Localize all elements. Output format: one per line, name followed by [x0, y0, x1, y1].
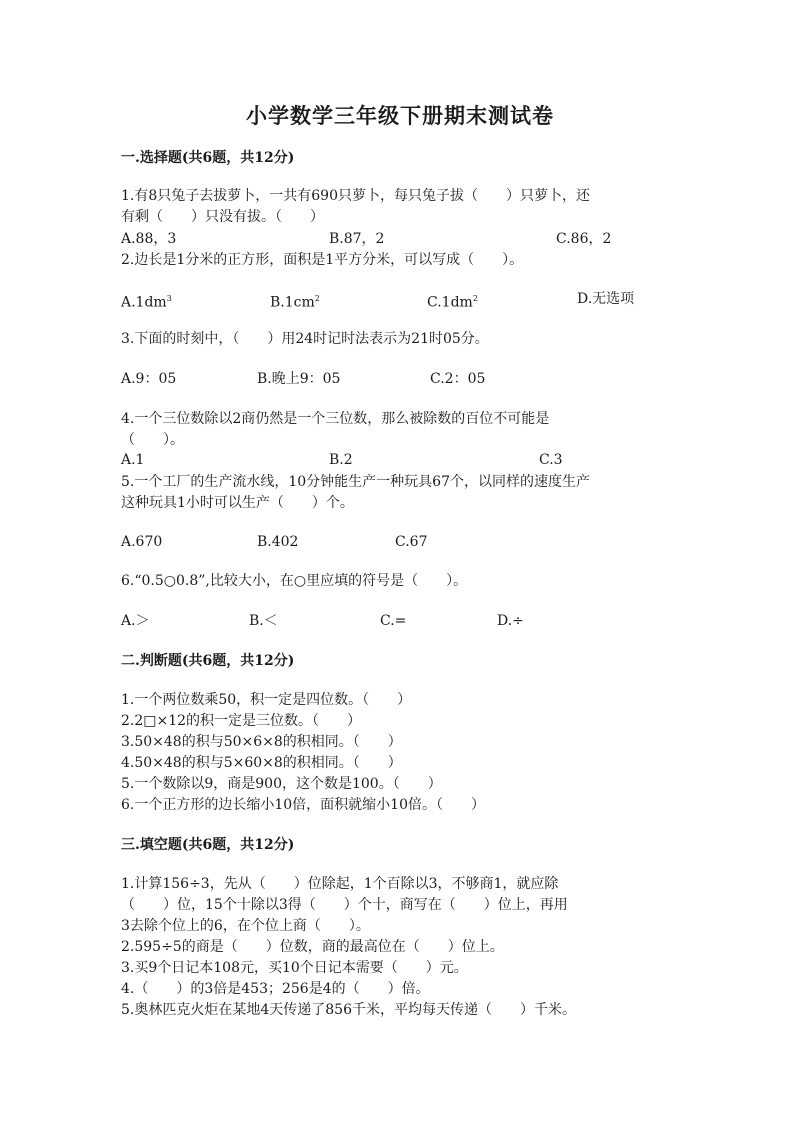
- q3-option-a: A.9：05: [121, 371, 177, 387]
- fill-line-1: 1.计算156÷3，先从（ ）位除起，1个百除以3，不够商1，就应除: [121, 876, 559, 892]
- judge-item-6: 6.一个正方形的边长缩小10倍，面积就缩小10倍。（ ）: [121, 797, 485, 813]
- q2-option-c: $C.1dm^2$: [427, 294, 478, 311]
- judge-item-2: 2.2□×12的积一定是三位数。（ ）: [121, 713, 362, 729]
- q1-option-a: A.88，3: [121, 231, 177, 247]
- section-3-heading: 三.填空题(共6题，共12分): [121, 837, 295, 853]
- q4-line-1: 4.一个三位数除以2商仍然是一个三位数，那么被除数的百位不可能是: [121, 411, 550, 427]
- q4-option-b: B.2: [329, 452, 353, 468]
- judge-item-3: 3.50×48的积与50×6×8的积相同。（ ）: [121, 734, 402, 750]
- q5-option-b: B.402: [257, 534, 299, 550]
- fill-line-7: 5.奥林匹克火炬在某地4天传递了856千米，平均每天传递（ ）千米。: [121, 1002, 576, 1018]
- q4-option-a: A.1: [121, 452, 145, 468]
- fill-line-2: （ ）位，15个十除以3得（ ）个十，商写在（ ）位上，再用: [121, 897, 568, 913]
- q4-option-c: C.3: [539, 452, 563, 468]
- q2-option-a: $A.1dm^3$: [121, 294, 172, 311]
- fill-line-4: 2.595÷5的商是（ ）位数，商的最高位在（ ）位上。: [121, 939, 504, 955]
- fill-line-6: 4.（ ）的3倍是453；256是4的（ ）倍。: [121, 981, 430, 997]
- q6-option-c: C.=: [380, 613, 407, 629]
- q1-option-b: B.87，2: [329, 231, 385, 247]
- judge-item-5: 5.一个数除以9，商是900，这个数是100。（ ）: [121, 776, 442, 792]
- q6-option-b: B.＜: [249, 613, 278, 629]
- q6-line-1: 6.“0.5○0.8”,比较大小，在○里应填的符号是（ ）。: [121, 573, 468, 589]
- q1-line-2: 有剩（ ）只没有拔。（ ）: [121, 209, 324, 225]
- q3-option-b: B.晚上9：05: [257, 371, 341, 387]
- fill-line-3: 3去除个位上的6，在个位上商（ ）。: [121, 918, 370, 934]
- q6-option-a: A.＞: [121, 613, 150, 629]
- q3-option-c: C.2：05: [430, 371, 486, 387]
- q5-option-c: C.67: [395, 534, 428, 550]
- section-2-heading: 二.判断题(共6题，共12分): [121, 653, 295, 669]
- q2-option-b: $B.1cm^2$: [270, 294, 320, 311]
- q1-option-c: C.86，2: [556, 231, 612, 247]
- page-title: 小学数学三年级下册期末测试卷: [246, 103, 554, 128]
- q2-option-d: D.无选项: [577, 291, 635, 307]
- q1-line-1: 1.有8只兔子去拔萝卜，一共有690只萝卜，每只兔子拔（ ）只萝卜，还: [121, 188, 590, 204]
- judge-item-4: 4.50×48的积与5×60×8的积相同。（ ）: [121, 755, 402, 771]
- q2-line-1: 2.边长是1分米的正方形，面积是1平方分米，可以写成（ ）。: [121, 252, 524, 268]
- q5-line-2: 这种玩具1小时可以生产（ ）个。: [121, 495, 354, 511]
- judge-item-1: 1.一个两位数乘50，积一定是四位数。（ ）: [121, 692, 412, 708]
- q5-line-1: 5.一个工厂的生产流水线，10分钟能生产一种玩具67个，以同样的速度生产: [121, 474, 590, 490]
- fill-line-5: 3.买9个日记本108元，买10个日记本需要（ ）元。: [121, 960, 468, 976]
- q4-line-2: （ ）。: [121, 432, 184, 448]
- q6-option-d: D.÷: [497, 613, 524, 629]
- section-1-heading: 一.选择题(共6题，共12分): [121, 150, 295, 166]
- q3-line-1: 3.下面的时刻中，（ ）用24时记时法表示为21时05分。: [121, 331, 489, 347]
- q5-option-a: A.670: [121, 534, 163, 550]
